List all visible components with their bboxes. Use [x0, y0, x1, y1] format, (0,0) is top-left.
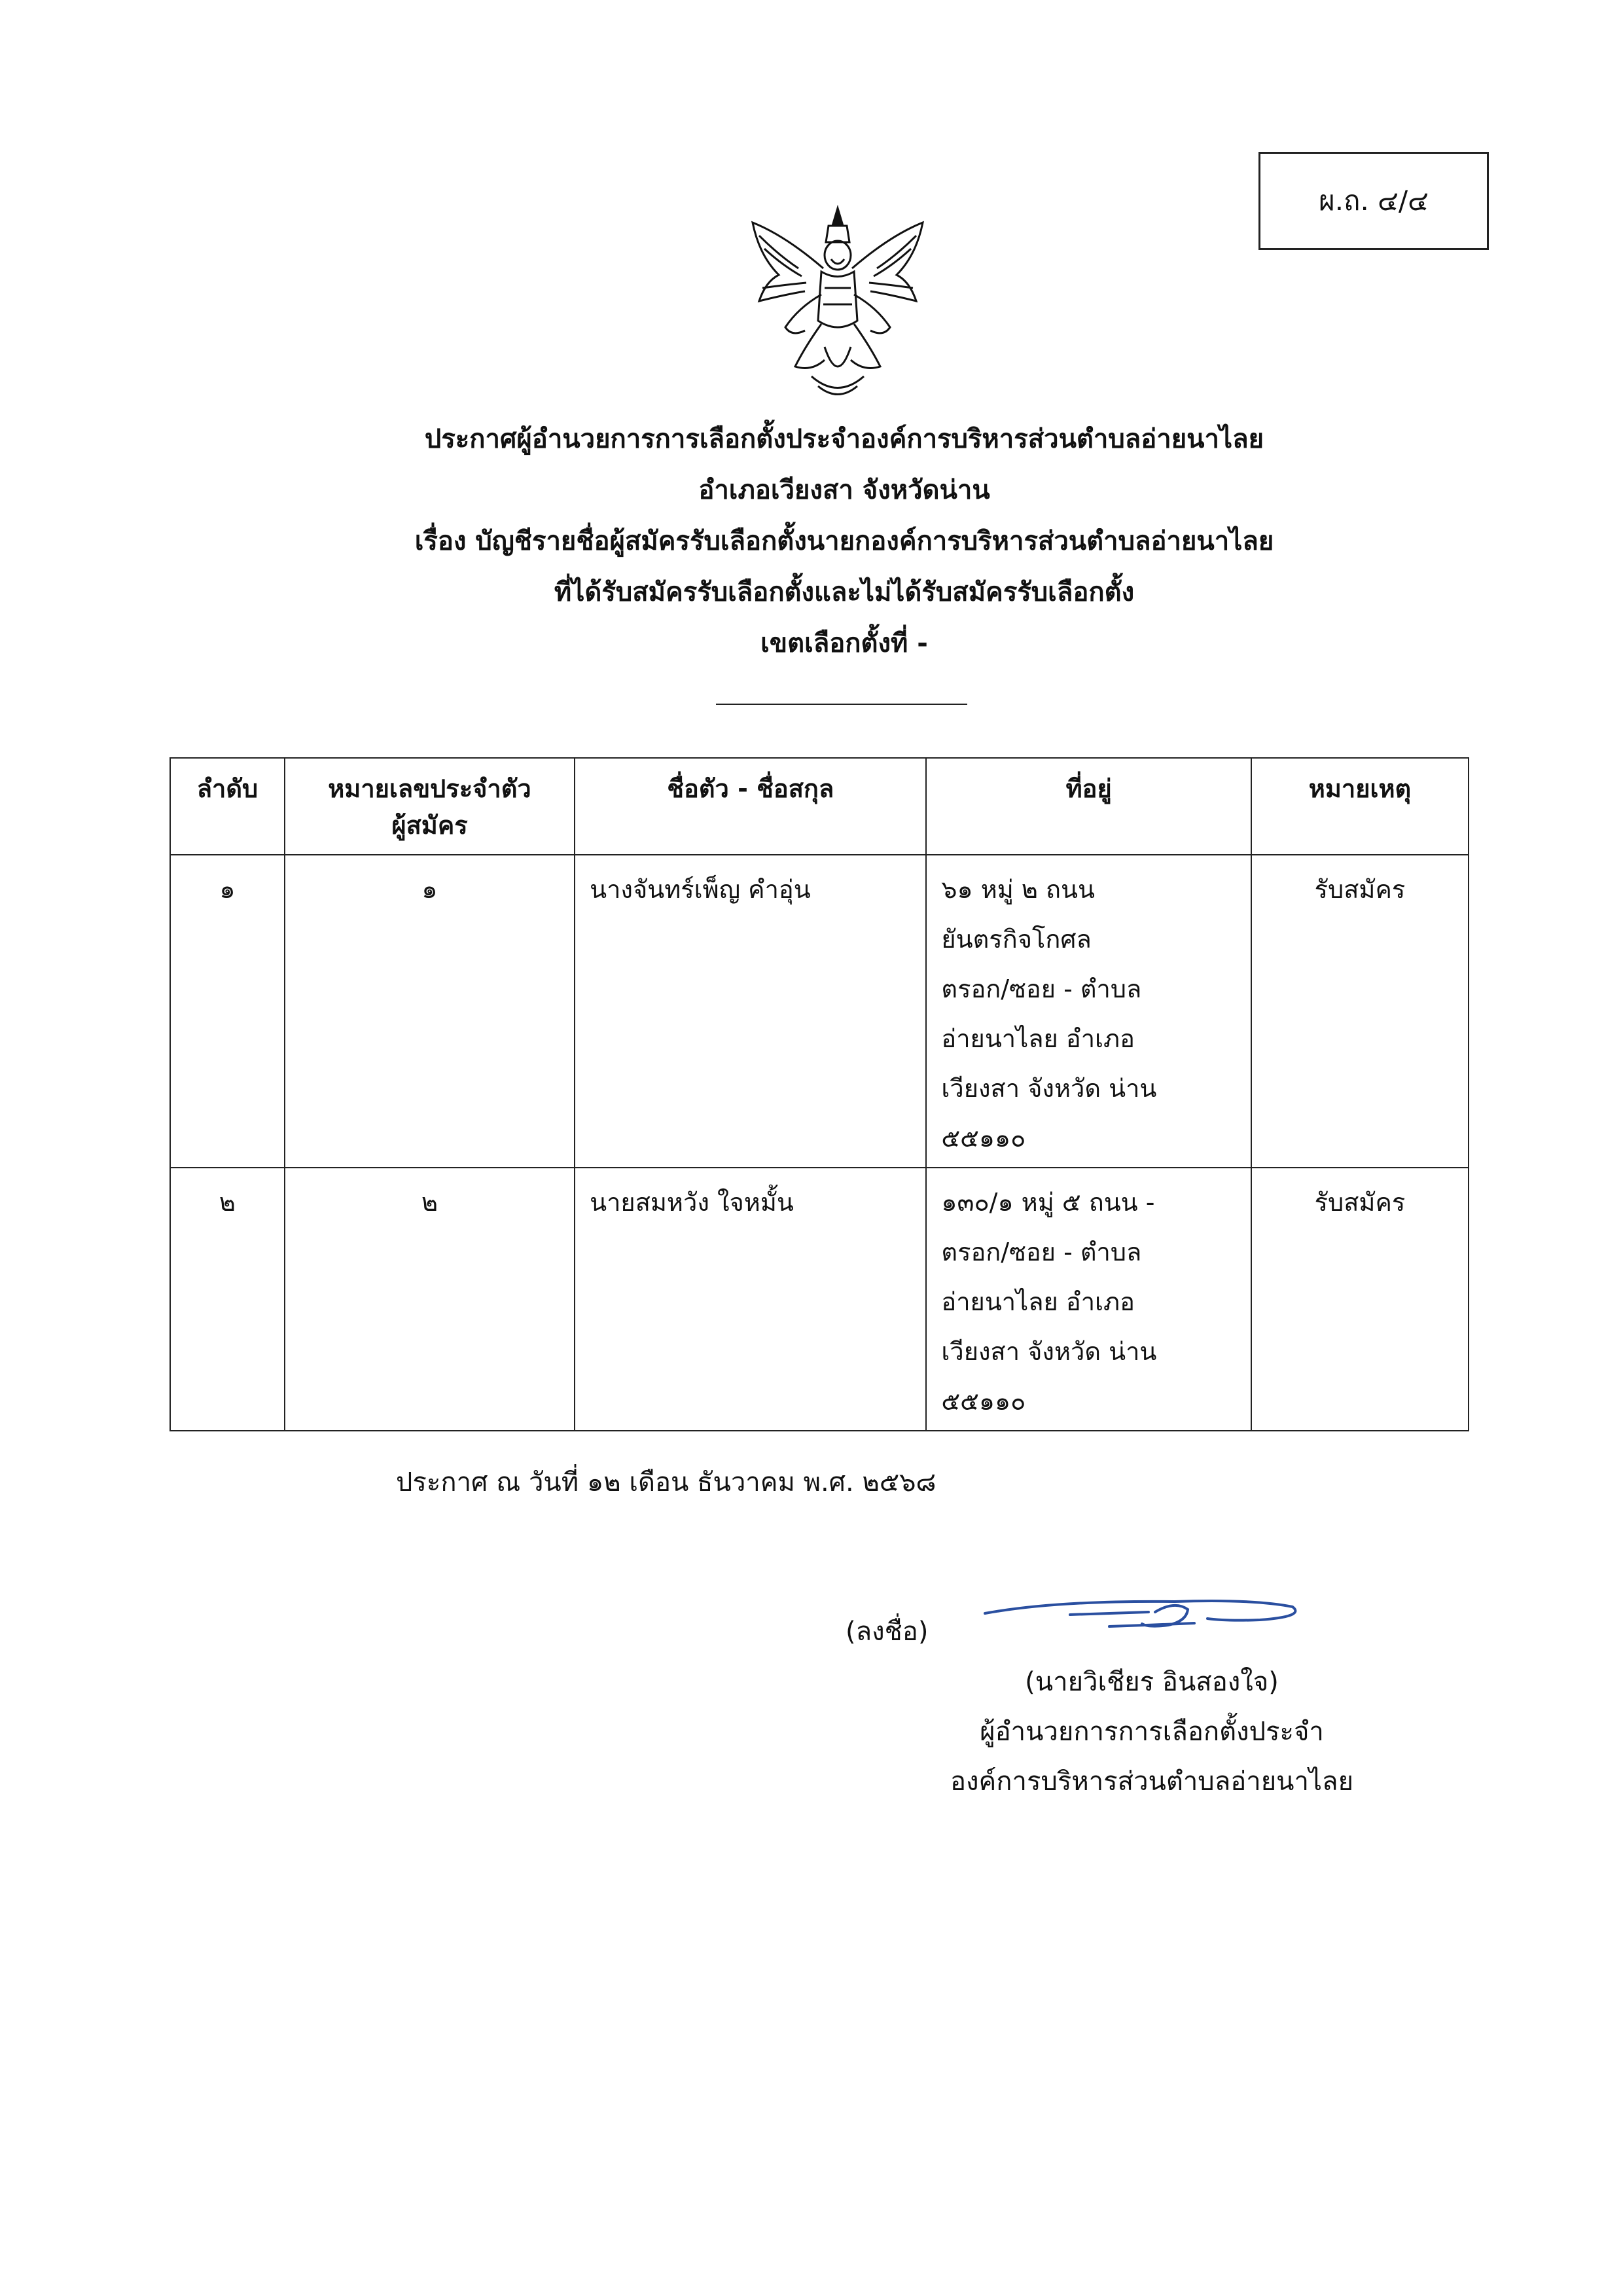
heading-line-3: เรื่อง บัญชีรายชื่อผู้สมัครรับเลือกตั้งนายกองค์การบริหารส่วนตำบลอ่ายนาไลย: [414, 526, 1274, 556]
row-address: [926, 855, 1251, 1168]
address-line: อ่ายนาไลย อำเภอ: [941, 1024, 1135, 1053]
table-row: [170, 855, 1469, 1168]
signer-block: [890, 1657, 1414, 1806]
form-code-box: [1258, 152, 1489, 250]
row-remark: รับสมัคร: [1251, 1168, 1469, 1431]
heading-divider: [716, 704, 967, 705]
header-address: ที่อยู่: [926, 758, 1251, 855]
table-header-row: [170, 758, 1469, 855]
address-line: ตรอก/ซอย - ตำบล: [941, 975, 1142, 1003]
address-line: เวียงสา จังหวัด น่าน: [941, 1074, 1157, 1103]
heading-line-5: เขตเลือกตั้งที่ -: [760, 628, 928, 658]
signer-title-line-2: องค์การบริหารส่วนตำบลอ่ายนาไลย: [950, 1767, 1353, 1797]
heading-line-2: อำเภอเวียงสา จังหวัดน่าน: [698, 475, 990, 505]
announcement-heading: [288, 414, 1400, 669]
header-candidate-number-line-2: ผู้สมัคร: [391, 811, 468, 840]
header-candidate-number-line-1: หมายเลขประจำตัว: [328, 774, 531, 803]
header-full-name: ชื่อตัว - ชื่อสกุล: [575, 758, 926, 855]
candidate-table: [169, 757, 1469, 1431]
row-full-name: นายสมหวัง ใจหมั้น: [575, 1168, 926, 1431]
heading-line-4: ที่ได้รับสมัครรับเลือกตั้งและไม่ได้รับสมัครรับเลือกตั้ง: [554, 577, 1135, 607]
handwritten-signature: [978, 1587, 1319, 1640]
announcement-date: ประกาศ ณ วันที่ ๑๒ เดือน ธันวาคม พ.ศ. ๒๕๖๘: [396, 1467, 936, 1498]
address-line: ตรอก/ซอย - ตำบล: [941, 1238, 1142, 1266]
address-line: อ่ายนาไลย อำเภอ: [941, 1287, 1135, 1316]
heading-line-1: ประกาศผู้อำนวยการการเลือกตั้งประจำองค์การบริหารส่วนตำบลอ่ายนาไลย: [424, 424, 1264, 454]
row-remark: รับสมัคร: [1251, 855, 1469, 1168]
signer-name: (นายวิเชียร อินสองใจ): [1025, 1667, 1279, 1697]
address-line: ยันตรกิจโกศล: [941, 925, 1092, 954]
signer-title-line-1: ผู้อำนวยการการเลือกตั้งประจำ: [980, 1717, 1324, 1747]
header-candidate-number: [285, 758, 575, 855]
address-line: ๑๓๐/๑ หมู่ ๕ ถนน -: [941, 1188, 1155, 1217]
form-code-text: ผ.ถ. ๔/๔: [1319, 185, 1429, 217]
row-candidate-number: ๒: [285, 1168, 575, 1431]
signature-label: (ลงชื่อ): [846, 1617, 929, 1647]
row-candidate-number: ๑: [285, 855, 575, 1168]
row-order: ๒: [170, 1168, 285, 1431]
table-row: [170, 1168, 1469, 1431]
address-line: ๕๕๑๑๐: [941, 1387, 1026, 1416]
address-line: ๕๕๑๑๐: [941, 1124, 1026, 1153]
row-order: ๑: [170, 855, 285, 1168]
garuda-emblem-icon: [733, 196, 942, 406]
row-full-name: นางจันทร์เพ็ญ คำอุ่น: [575, 855, 926, 1168]
header-order: ลำดับ: [170, 758, 285, 855]
address-line: เวียงสา จังหวัด น่าน: [941, 1337, 1157, 1366]
header-remark: หมายเหตุ: [1251, 758, 1469, 855]
address-line: ๖๑ หมู่ ๒ ถนน: [941, 875, 1095, 904]
row-address: [926, 1168, 1251, 1431]
